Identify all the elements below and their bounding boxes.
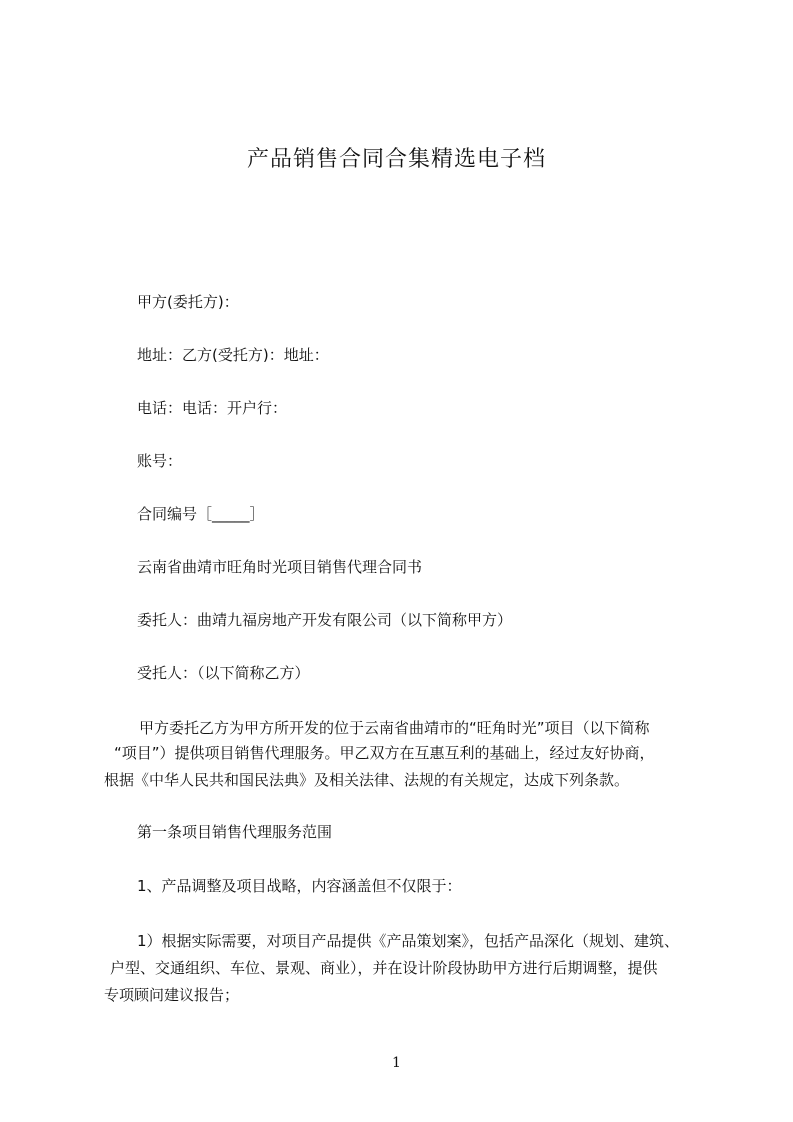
sub-item-1-line-3: 专项顾问建议报告； bbox=[104, 986, 240, 1004]
intro-line-1: 甲方委托乙方为甲方所开发的位于云南省曲靖市的“旺角时光”项目（以下简称 bbox=[139, 719, 650, 737]
sub-item-1-line-1: 1）根据实际需要，对项目产品提供《产品策划案》，包括产品深化（规划、建筑、 bbox=[137, 932, 680, 950]
intro-line-3: 根据《中华人民共和国民法典》及相关法律、法规的有关规定，达成下列条款。 bbox=[104, 771, 630, 789]
item-1-line: 1、产品调整及项目战略，内容涵盖但不仅限于： bbox=[137, 877, 462, 895]
contract-name-line: 云南省曲靖市旺角时光项目销售代理合同书 bbox=[137, 558, 423, 576]
party-a-line: 甲方(委托方)： bbox=[137, 293, 239, 311]
phone-line: 电话：电话：开户行： bbox=[137, 399, 288, 417]
agent-line: 受托人：（以下简称乙方） bbox=[137, 664, 310, 682]
page-number: 1 bbox=[392, 1055, 401, 1071]
sub-item-1-line-2: 户型、交通组织、车位、景观、商业），并在设计阶段协助甲方进行后期调整，提供 bbox=[110, 959, 658, 977]
intro-line-2: “项目”）提供项目销售代理服务。甲乙双方在互惠互利的基础上，经过友好协商， bbox=[114, 744, 655, 762]
document-title: 产品销售合同合集精选电子档 bbox=[246, 147, 546, 172]
client-line: 委托人：曲靖九福房地产开发有限公司（以下简称甲方） bbox=[137, 611, 513, 629]
article-1-heading: 第一条项目销售代理服务范围 bbox=[137, 823, 333, 841]
contract-number-line: 合同编号［_____］ bbox=[137, 505, 265, 523]
address-line: 地址：乙方(受托方)：地址： bbox=[137, 346, 329, 364]
account-line: 账号： bbox=[137, 452, 183, 470]
